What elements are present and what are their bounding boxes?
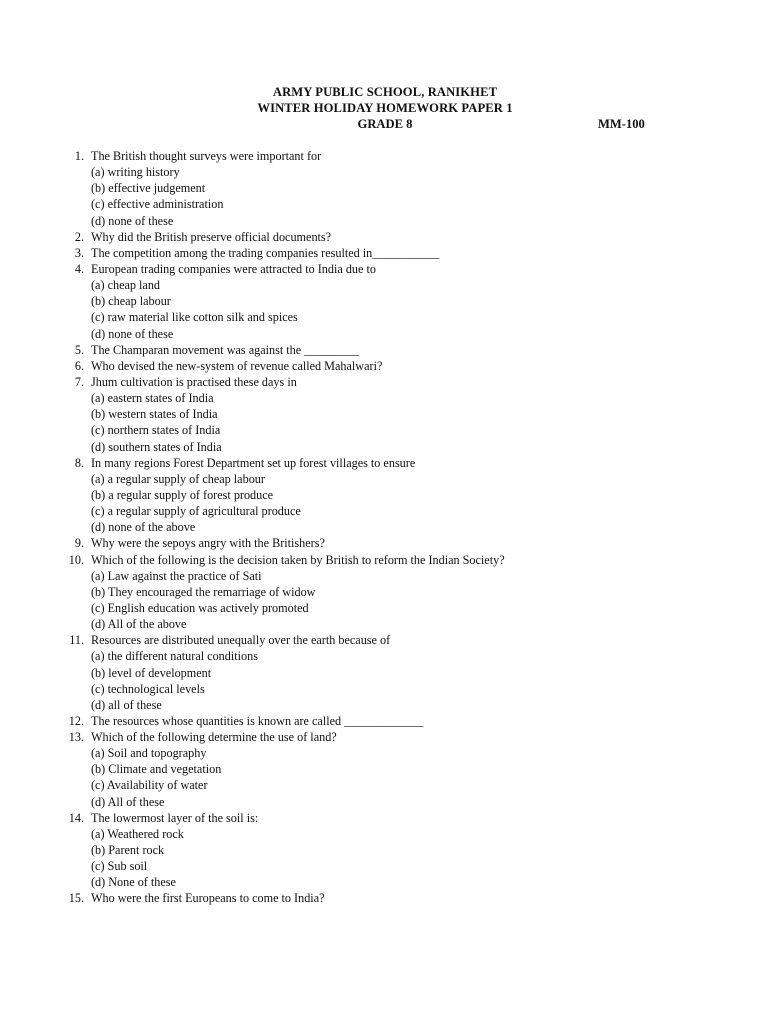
question-number: 2.	[74, 229, 84, 244]
question-text: Why did the British preserve official documents?	[91, 229, 332, 244]
question-item	[0, 229, 770, 245]
question-number: 12.	[68, 713, 84, 728]
question-row	[0, 713, 770, 729]
question-row	[0, 890, 770, 906]
answer-option: (a) Law against the practice of Sati	[91, 568, 262, 583]
question-row	[0, 358, 770, 374]
question-row	[0, 261, 770, 277]
question-row	[0, 632, 770, 648]
answer-option: (c) northern states of India	[91, 423, 221, 438]
question-item	[0, 455, 770, 536]
question-row	[0, 148, 770, 164]
answer-option: (b) They encouraged the remarriage of widow	[91, 584, 316, 599]
answer-option: (b) a regular supply of forest produce	[91, 487, 274, 502]
question-item	[0, 245, 770, 261]
question-item	[0, 810, 770, 891]
grade-label: GRADE 8	[357, 117, 413, 131]
answer-option: (b) level of development	[91, 665, 212, 680]
question-text: Why were the sepoys angry with the Britishers?	[91, 536, 325, 551]
answer-option: (a) Weathered rock	[91, 826, 184, 841]
question-text: Jhum cultivation is practised these days in	[91, 374, 297, 389]
question-row	[0, 455, 770, 471]
question-text: The Champaran movement was against the _________	[91, 342, 360, 357]
question-text: Which of the following is the decision taken by British to reform the Indian Society?	[91, 552, 505, 567]
question-row	[0, 729, 770, 745]
answer-option: (a) cheap land	[91, 278, 161, 293]
question-number: 8.	[74, 455, 84, 470]
question-number: 11.	[69, 633, 84, 648]
paper-header	[0, 84, 770, 132]
question-row	[0, 374, 770, 390]
question-text: The resources whose quantities is known are called _____________	[91, 713, 424, 728]
question-text: Which of the following determine the use of land?	[91, 730, 337, 745]
answer-option: (c) effective administration	[91, 197, 224, 212]
question-text: The lowermost layer of the soil is:	[91, 810, 259, 825]
question-row	[0, 245, 770, 261]
answer-option: (b) Climate and vegetation	[91, 762, 222, 777]
answer-option: (a) a regular supply of cheap labour	[91, 471, 265, 486]
answer-option: (b) effective judgement	[91, 181, 206, 196]
answer-option: (a) the different natural conditions	[91, 649, 258, 664]
question-item	[0, 358, 770, 374]
answer-option: (d) All of these	[91, 794, 165, 809]
question-text: Who were the first Europeans to come to India?	[91, 891, 325, 906]
question-row	[0, 810, 770, 826]
question-number: 13.	[68, 730, 84, 745]
answer-option: (c) Availability of water	[91, 778, 208, 793]
question-row	[0, 552, 770, 568]
question-item	[0, 261, 770, 342]
answer-option: (d) none of these	[91, 213, 174, 228]
question-item	[0, 374, 770, 455]
question-item	[0, 632, 770, 713]
answer-option: (c) Sub soil	[91, 859, 148, 874]
answer-option: (a) writing history	[91, 165, 180, 180]
question-row	[0, 229, 770, 245]
question-item	[0, 535, 770, 551]
school-name: ARMY PUBLIC SCHOOL, RANIKHET	[272, 85, 498, 99]
answer-option: (d) None of these	[91, 875, 176, 890]
question-text: In many regions Forest Department set up forest villages to ensure	[91, 455, 416, 470]
question-item	[0, 552, 770, 633]
question-item	[0, 148, 770, 229]
question-number: 3.	[74, 245, 84, 260]
question-text: Resources are distributed unequally over the earth because of	[91, 633, 391, 648]
question-number: 4.	[74, 261, 84, 276]
answer-option: (d) all of these	[91, 697, 162, 712]
question-row	[0, 342, 770, 358]
question-list	[0, 148, 770, 907]
question-item	[0, 713, 770, 729]
paper-title: WINTER HOLIDAY HOMEWORK PAPER 1	[257, 101, 513, 115]
answer-option: (d) All of the above	[91, 617, 187, 632]
question-number: 5.	[74, 342, 84, 357]
answer-option: (b) cheap labour	[91, 294, 171, 309]
grade-row	[0, 116, 770, 132]
answer-option: (b) Parent rock	[91, 843, 165, 858]
question-number: 7.	[74, 374, 84, 389]
answer-option: (c) technological levels	[91, 681, 205, 696]
question-number: 9.	[74, 536, 84, 551]
question-text: The British thought surveys were important for	[91, 149, 322, 163]
question-number: 6.	[74, 358, 84, 373]
answer-option: (d) none of the above	[91, 520, 196, 535]
answer-option: (c) raw material like cotton silk and spices	[91, 310, 298, 325]
question-number: 15.	[68, 891, 84, 906]
max-marks: MM-100	[598, 117, 645, 131]
question-text: Who devised the new-system of revenue called Mahalwari?	[91, 358, 383, 373]
question-row	[0, 535, 770, 551]
question-item	[0, 342, 770, 358]
question-number: 10.	[68, 552, 84, 567]
answer-option: (d) southern states of India	[91, 439, 222, 454]
question-number: 14.	[68, 810, 84, 825]
answer-option: (a) eastern states of India	[91, 391, 214, 406]
answer-option: (b) western states of India	[91, 407, 218, 422]
answer-option: (d) none of these	[91, 326, 174, 341]
question-text: The competition among the trading companies resulted in___________	[91, 245, 440, 260]
question-item	[0, 890, 770, 906]
answer-option: (c) a regular supply of agricultural produce	[91, 504, 301, 519]
answer-option: (a) Soil and topography	[91, 746, 207, 761]
question-number: 1.	[74, 149, 84, 163]
answer-option: (c) English education was actively promoted	[91, 600, 309, 615]
question-text: European trading companies were attracted to India due to	[91, 261, 376, 276]
question-item	[0, 729, 770, 810]
